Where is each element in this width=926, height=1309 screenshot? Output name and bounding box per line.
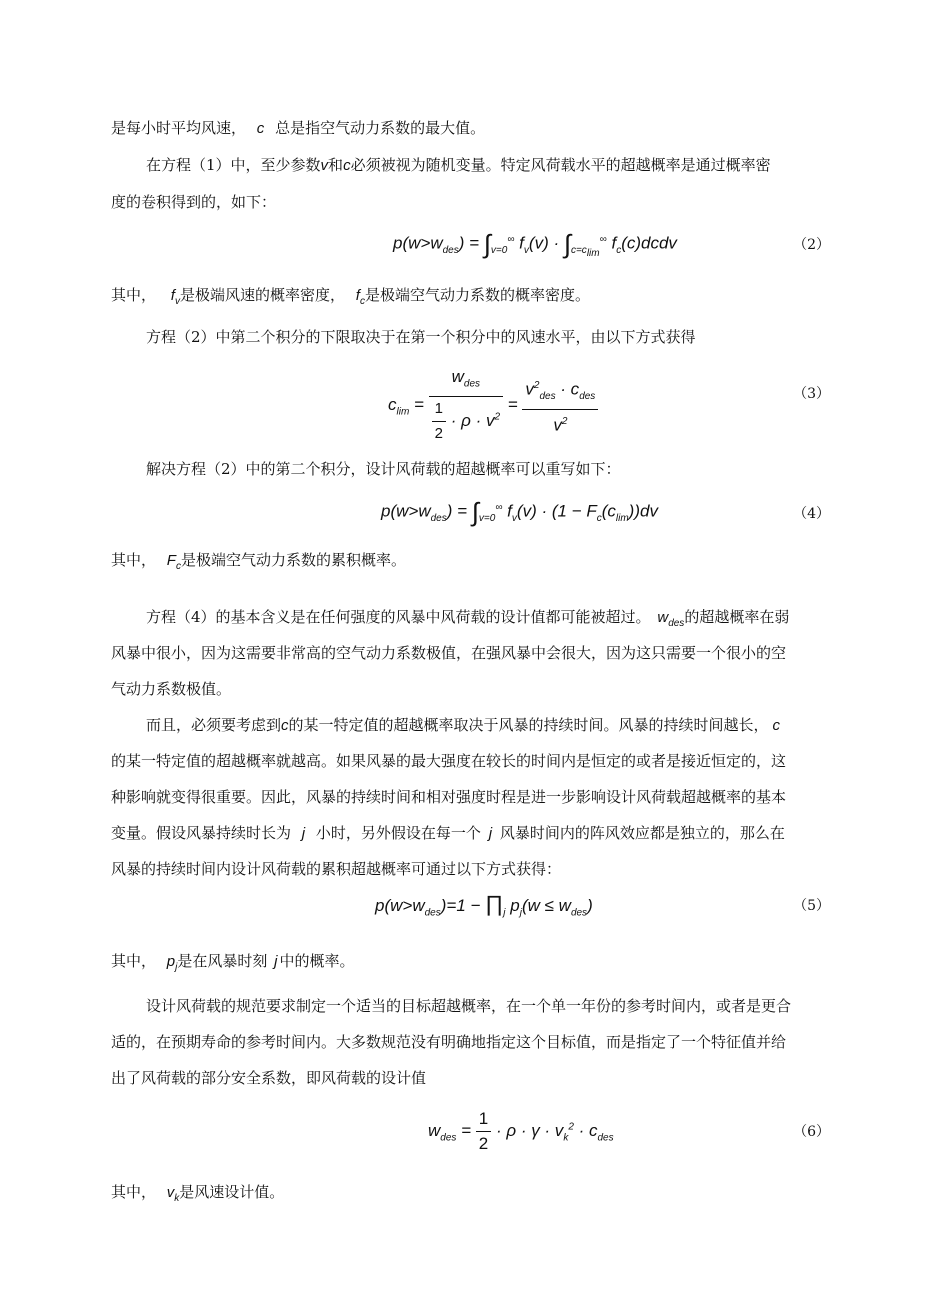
paragraph-line [111,285,590,312]
equation-6: $w_{des}$ = $\frac{1}{2}$ · $\rho \cdot \gamma \cdot v_k^2 \cdot c_{des}$ [428,1109,614,1153]
text: 出了风荷载的部分安全系数，即风荷载的设计值 [111,1069,427,1087]
paragraph-line [146,607,789,634]
text: 方程（4）的基本含义是在任何强度的风暴中风荷载的设计值都可能被超过。 [146,608,651,626]
text: 必须被视为随机变量。特定风荷载水平的超越概率是通过概率密 [350,156,771,174]
paragraph-line [111,1068,426,1088]
text: 风暴的持续时间内设计风荷载的累积超越概率可通过以下方式获得： [111,860,562,878]
paragraph-line [111,192,276,212]
paragraph-line [111,1182,284,1209]
symbol-j: j [274,953,278,970]
paragraph-line [111,859,561,879]
text: 方程（2）中第二个积分的下限取决于在第一个积分中的风速水平，由以下方式获得 [146,328,696,346]
text: 其中， [111,952,157,970]
symbol-j: j [301,825,306,842]
symbol-fc: $f_c$ [355,287,365,307]
symbol-vk: $v_k$ [166,1184,180,1204]
text: 其中， [111,286,157,304]
paragraph-line [111,787,786,807]
text: 是每小时平均风速， [111,119,247,137]
text: 其中， [111,1183,157,1201]
text: 解决方程（2）中的第二个积分，设计风荷载的超越概率可以重写如下： [146,460,621,478]
text: 适的，在预期寿命的参考时间内。大多数规范没有明确地指定这个目标值，而是指定了一个特征值并给 [111,1033,787,1051]
symbol-c: c [256,120,265,137]
symbol-pj: $p_j$ [166,953,178,973]
symbol-j: j [488,825,493,842]
symbol-fv: $f_v$ [170,287,180,307]
equation-3: $c_{lim}$ = $w_{des}$ $\frac{1}{2}$ · $\rho \cdot v^2$ = $\frac{v^2_{des} \cdot c_{des}}{v^2}$ [388,365,598,446]
equation-number: （5） [793,898,830,914]
equation-4: $p(w>w_{des}) = \int_{v=0}^\infty$ $f_v(v) \cdot (1 - F_c(c_{lim}))dv$ [381,497,658,528]
text: 是风速设计值。 [179,1183,285,1201]
paragraph-line [111,951,355,978]
paragraph-line [146,996,791,1016]
equation-number: （3） [793,386,830,402]
paragraph-line [111,550,406,577]
paragraph-line [111,118,485,139]
text: 小时，另外假设在每一个 [315,824,481,842]
text: 中的概率。 [279,952,355,970]
symbol-c: c [343,157,351,174]
equation-2: $p(w>w_{des}) = \int_{v=0}^\infty$ $f_v(v) \cdot \int_{c=c_{lim}}^\infty$ $f_c(c)dcdv$ [393,229,677,260]
text: 是极端空气动力系数的概率密度。 [364,286,590,304]
text: 的某一特定值的超越概率取决于风暴的持续时间。风暴的持续时间越长， [288,716,769,734]
paragraph-line [146,459,621,479]
symbol-v: v [320,157,329,174]
paragraph-line [146,327,696,347]
text: 的某一特定值的超越概率就越高。如果风暴的最大强度在较长的时间内是恒定的或者是接近恒定的，这 [111,752,787,770]
paragraph-line [111,823,785,844]
paragraph-line [111,643,786,663]
text: 度的卷积得到的，如下： [111,193,277,211]
paragraph-line [111,1032,786,1052]
text: 是极端空气动力系数的累积概率。 [180,551,406,569]
text: 其中， [111,551,157,569]
symbol-wdes: $w_{des}$ [657,609,685,629]
text: 和 [328,156,344,174]
equation-number: （6） [793,1124,830,1140]
paragraph-line [146,155,771,176]
text: 在方程（1）中，至少参数 [146,156,321,174]
text: 的超越概率在弱 [684,608,790,626]
paragraph-line [146,715,780,736]
equation-number: （4） [793,506,830,522]
text: 变量。假设风暴持续时长为 [111,824,292,842]
symbol-Fc: $F_c$ [166,552,181,572]
equation-number: （2） [793,237,830,253]
text: 是极端风速的概率密度， [179,286,345,304]
symbol-c: c [772,717,781,734]
text: 是在风暴时刻 [177,952,268,970]
text: 风暴中很小，因为这需要非常高的空气动力系数极值，在强风暴中会很大，因为这只需要一个很小的空 [111,644,787,662]
text: 种影响就变得很重要。因此，风暴的持续时间和相对强度时程是进一步影响设计风荷载超越概率的基本 [111,788,787,806]
text: 风暴时间内的阵风效应都是独立的，那么在 [499,824,785,842]
paragraph-line [111,679,231,699]
equation-5: $p(w>w_{des})=1$ − $\prod_j$ $p_j(w \le w_{des})$ [375,891,593,919]
text: 设计风荷载的规范要求制定一个适当的目标超越概率，在一个单一年份的参考时间内，或者是更合 [146,997,792,1015]
paragraph-line [111,751,786,771]
text: 而且，必须要考虑到 [146,716,282,734]
text: 总是指空气动力系数的最大值。 [275,119,486,137]
symbol-c: c [281,717,289,734]
text: 气动力系数极值。 [111,680,232,698]
